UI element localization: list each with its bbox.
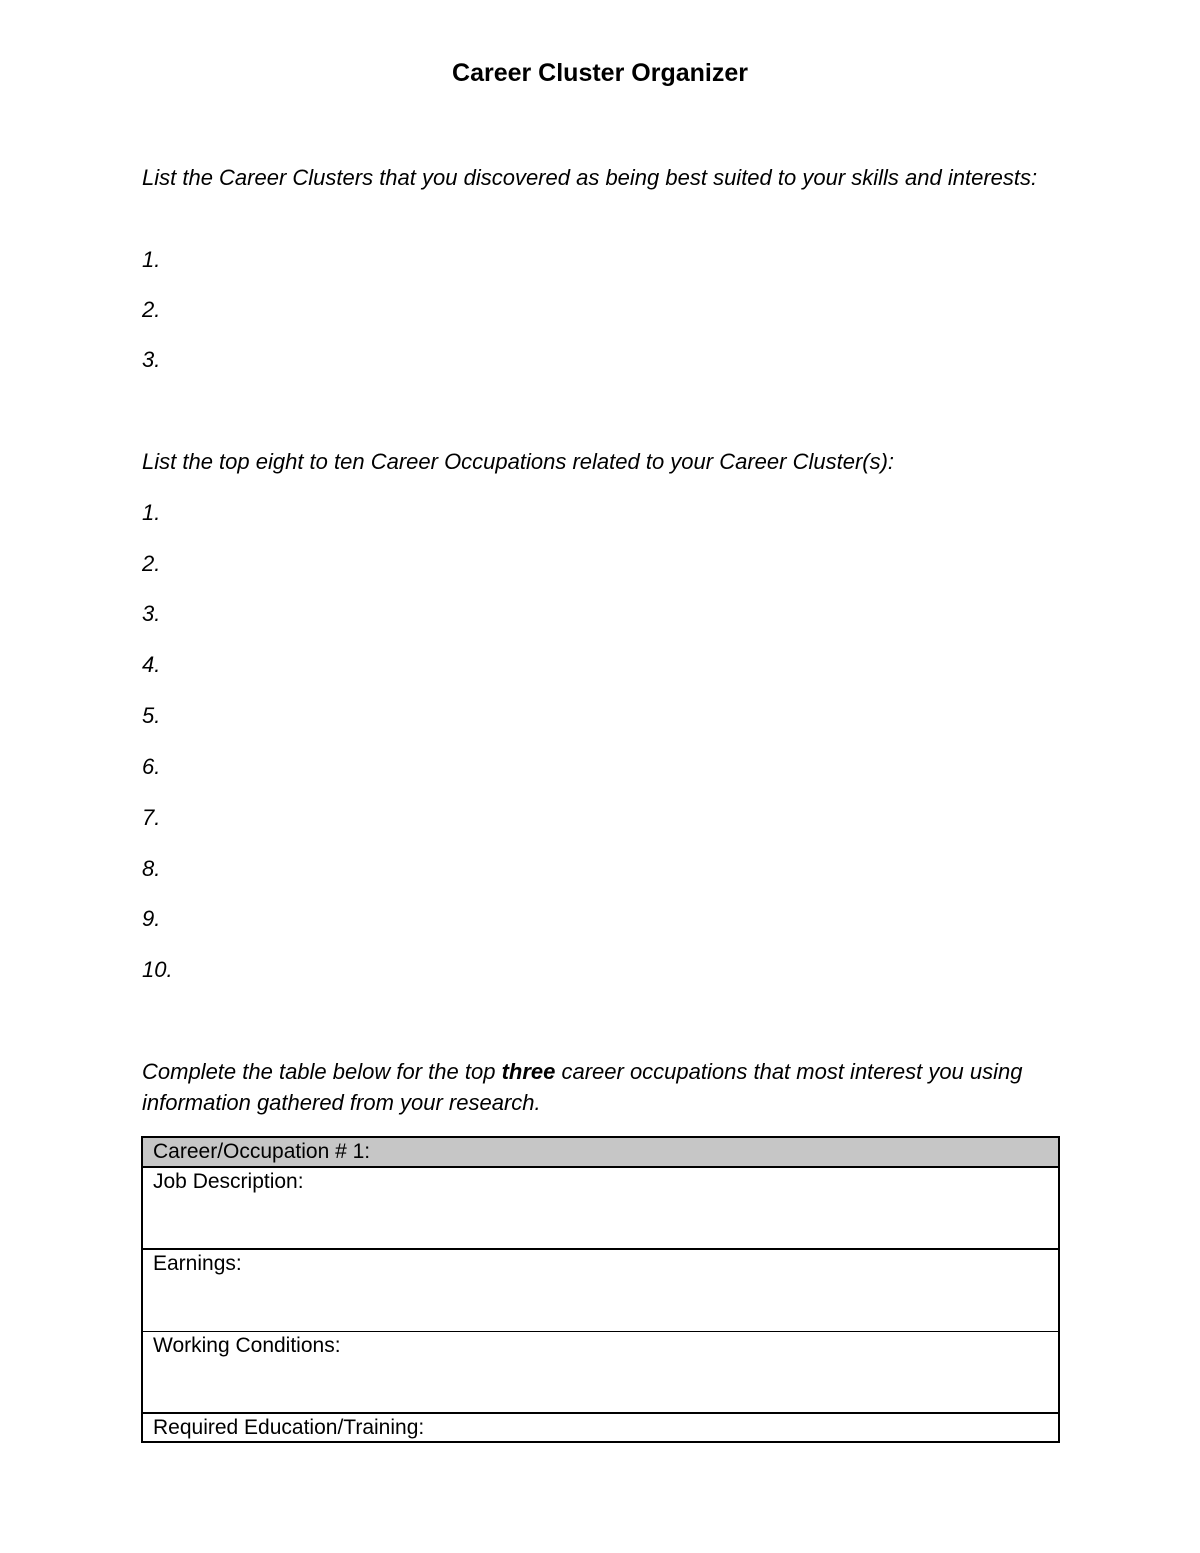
occupation-header-cell: Career/Occupation # 1: xyxy=(142,1137,1059,1167)
table-row xyxy=(142,1249,1059,1331)
instruction-text-end: career occupations that most interest you using information gathered from your research. xyxy=(142,1059,1023,1115)
table-row xyxy=(142,1167,1059,1249)
occupation-number-2: 2. xyxy=(142,551,161,576)
table-row xyxy=(142,1331,1059,1413)
cluster-number-2: 2. xyxy=(142,297,161,322)
occupation-number-5: 5. xyxy=(142,703,161,728)
page-title: Career Cluster Organizer xyxy=(452,59,748,87)
cluster-number-1: 1. xyxy=(142,247,161,272)
clusters-prompt: List the Career Clusters that you discovered as being best suited to your skills and interests: xyxy=(142,165,1038,190)
instruction-text-start: Complete the table below for the top xyxy=(142,1059,502,1084)
occupation-number-9: 9. xyxy=(142,906,161,931)
instruction-emphasis: three xyxy=(501,1059,556,1084)
working-conditions-cell: Working Conditions: xyxy=(142,1331,1059,1413)
occupation-number-3: 3. xyxy=(142,601,161,626)
earnings-cell: Earnings: xyxy=(142,1249,1059,1331)
occupation-number-4: 4. xyxy=(142,652,161,677)
required-education-cell: Required Education/Training: xyxy=(142,1413,1059,1442)
table-instruction xyxy=(142,1056,1062,1118)
occupation-number-8: 8. xyxy=(142,856,161,881)
occupation-number-7: 7. xyxy=(142,805,161,830)
occupation-number-1: 1. xyxy=(142,500,161,525)
occupation-number-10: 10. xyxy=(142,957,173,982)
occupations-prompt: List the top eight to ten Career Occupations related to your Career Cluster(s): xyxy=(142,449,895,474)
occupation-table xyxy=(141,1136,1060,1443)
table-row xyxy=(142,1413,1059,1442)
cluster-number-3: 3. xyxy=(142,347,161,372)
occupation-number-6: 6. xyxy=(142,754,161,779)
job-description-cell: Job Description: xyxy=(142,1167,1059,1249)
table-header-row xyxy=(142,1137,1059,1167)
